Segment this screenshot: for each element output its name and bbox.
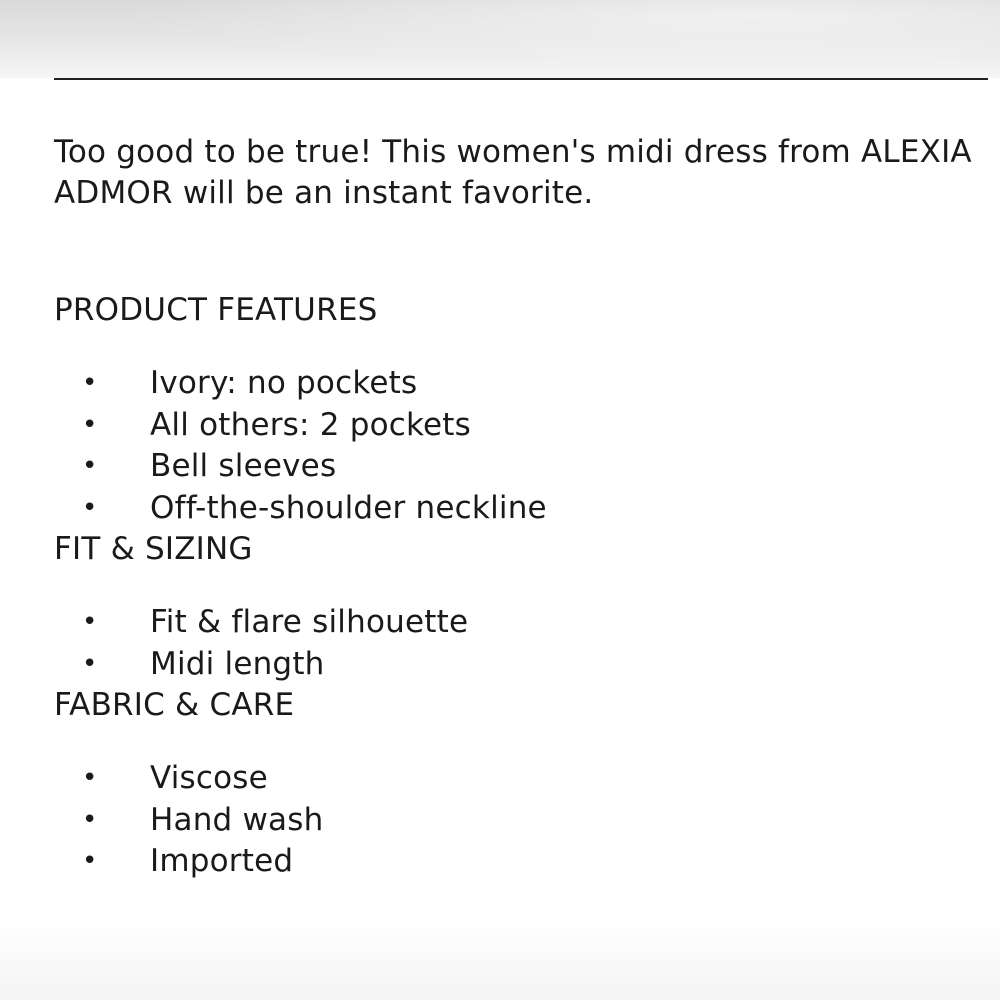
section-title-fit-sizing: FIT & SIZING bbox=[54, 531, 253, 567]
bullet-icon: • bbox=[82, 451, 98, 481]
bullet-icon: • bbox=[82, 409, 98, 440]
list-item bbox=[54, 405, 974, 447]
bullet-icon: • bbox=[82, 607, 98, 637]
list-item-label: Ivory: no pockets bbox=[150, 365, 418, 401]
list-item-label: Off-the-shoulder neckline bbox=[150, 489, 547, 526]
section-title-fabric-care: FABRIC & CARE bbox=[54, 687, 295, 723]
list-item-label: All others: 2 pockets bbox=[150, 406, 472, 443]
fabric-care-list bbox=[54, 758, 974, 883]
list-item bbox=[54, 446, 974, 488]
bullet-icon: • bbox=[82, 368, 98, 398]
list-item bbox=[54, 602, 974, 644]
list-item-label: Imported bbox=[150, 843, 294, 879]
product-description bbox=[54, 132, 974, 883]
list-item bbox=[54, 488, 974, 530]
list-item-label: Viscose bbox=[150, 760, 268, 796]
bullet-icon: • bbox=[82, 763, 98, 793]
section-title-product-features: PRODUCT FEATURES bbox=[54, 292, 378, 328]
list-item bbox=[54, 644, 974, 686]
list-item-label: Hand wash bbox=[150, 801, 324, 838]
list-item-label: Bell sleeves bbox=[150, 448, 337, 484]
bullet-icon: • bbox=[82, 846, 98, 876]
list-item-label: Midi length bbox=[150, 645, 325, 682]
bullet-icon: • bbox=[82, 492, 98, 523]
bullet-icon: • bbox=[82, 648, 98, 679]
list-item-label: Fit & flare silhouette bbox=[150, 604, 469, 640]
list-item bbox=[54, 800, 974, 842]
list-item bbox=[54, 363, 974, 405]
top-blurred-area bbox=[0, 0, 1000, 78]
product-features-list bbox=[54, 363, 974, 529]
bottom-faded-area bbox=[0, 918, 1000, 1000]
fit-sizing-list bbox=[54, 602, 974, 685]
list-item bbox=[54, 841, 974, 883]
divider-line bbox=[54, 78, 988, 80]
list-item bbox=[54, 758, 974, 800]
bullet-icon: • bbox=[82, 804, 98, 835]
intro-text: Too good to be true! This women's midi dress from ALEXIA ADMOR will be an instant favorite. bbox=[54, 134, 972, 211]
